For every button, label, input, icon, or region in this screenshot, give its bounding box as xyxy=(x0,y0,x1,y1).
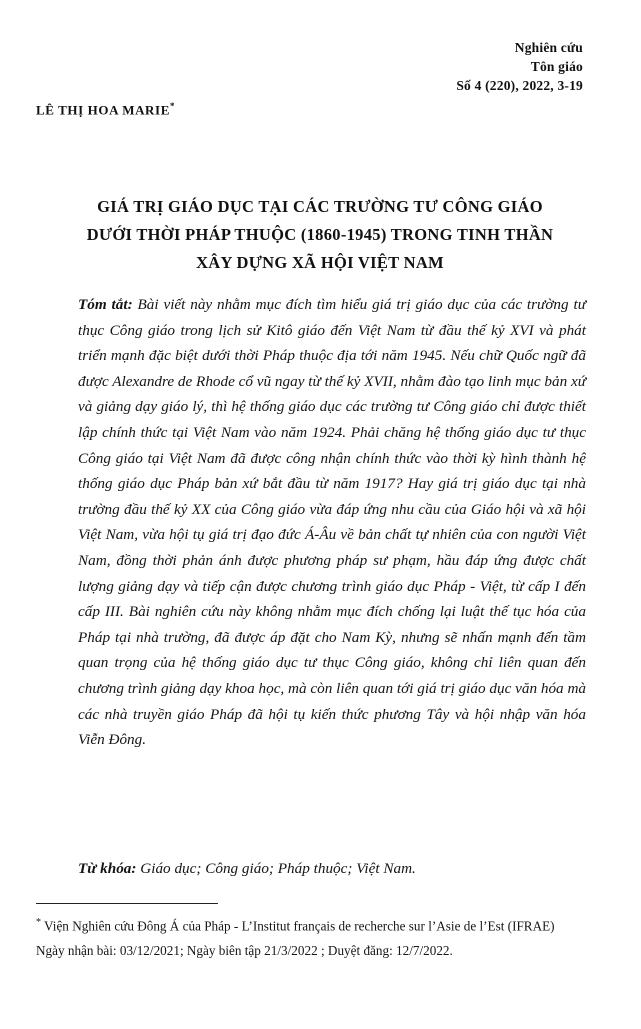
journal-name-line2: Tôn giáo xyxy=(530,59,583,74)
keywords-block xyxy=(78,856,586,881)
title-line-3: XÂY DỰNG XÃ HỘI VIỆT NAM xyxy=(196,253,444,272)
title-line-2: DƯỚI THỜI PHÁP THUỘC (1860-1945) TRONG TINH THẦN xyxy=(86,225,554,244)
footnote-affiliation: Viện Nghiên cứu Đông Á của Pháp - L’Institut français de recherche sur l’Asie de l’Est (IFRAE) xyxy=(41,918,555,934)
author-footnote-marker: * xyxy=(169,101,176,111)
journal-issue-line: Số 4 (220), 2022, 3-19 xyxy=(456,78,583,93)
footnote-block xyxy=(36,912,596,961)
page-title xyxy=(55,193,585,277)
abstract-label: Tóm tắt: xyxy=(78,296,133,313)
footnote-divider xyxy=(36,903,218,904)
author-name xyxy=(36,101,175,118)
footnote-dates: Ngày nhận bài: 03/12/2021; Ngày biên tập 21/3/2022 ; Duyệt đăng: 12/7/2022. xyxy=(36,943,453,959)
title-line-1: GIÁ TRỊ GIÁO DỤC TẠI CÁC TRƯỜNG TƯ CÔNG GIÁO xyxy=(97,197,543,216)
journal-name-line1: Nghiên cứu xyxy=(514,40,583,55)
keywords-label: Từ khóa: xyxy=(78,860,137,877)
footnote-marker: * xyxy=(36,917,41,928)
abstract-block xyxy=(78,292,586,753)
keywords-text: Giáo dục; Công giáo; Pháp thuộc; Việt Nam. xyxy=(136,860,416,877)
abstract-text: Bài viết này nhằm mục đích tìm hiểu giá trị giáo dục của các trường tư thục Công giáo trong lịch sử Kitô giáo đến Việt Nam từ đầu thế kỷ XVI và phát triển mạnh đặc biệt dưới thời Pháp thuộc địa tới năm 1945. Nếu chữ Quốc ngữ đã được Alexandre de Rhode cổ vũ ngay từ thế kỷ XVII, nhằm đào tạo linh mục bản xứ và giảng dạy giáo lý, thì hệ thống giáo dục các trường tư Công giáo chỉ được thiết lập chính thức tại Việt Nam vào năm 1924. Phải chăng hệ thống giáo dục tư thục Công giáo tại Việt Nam đã được công nhận chính thức vào thời kỳ hình thành hệ thống giáo dục Pháp bản xứ bắt đầu từ năm 1917? Hay giá trị giáo dục tại nhà trường đầu thế kỷ XX của Công giáo vừa đáp ứng nhu cầu của Giáo hội và xã hội Việt Nam, vừa hội tụ giá trị đạo đức Á-Âu về bản chất tự nhiên của con người Việt Nam, đồng thời phản ánh được phương pháp sư phạm, hầu đáp ứng được chất lượng giảng dạy và tiếp cận được chương trình giáo dục Pháp - Việt, từ cấp I đến cấp III. Bài nghiên cứu này không nhằm mục đích chống lại luật thế tục hóa của Pháp tại nhà trường, đã được áp đặt cho Nam Kỳ, nhưng sẽ nhấn mạnh đến tầm quan trọng của hệ thống giáo dục tư thục Công giáo, không chỉ liên quan đến chương trình giảng dạy khoa học, mà còn liên quan tới giá trị giáo dục văn hóa mà các nhà truyền giáo Pháp đã hội tụ kiến thức phương Tây và hội nhập văn hóa Viễn Đông. xyxy=(78,296,586,749)
author-name-text: LÊ THỊ HOA MARIE xyxy=(36,102,170,118)
footnote-affiliation-line xyxy=(36,912,596,936)
journal-masthead xyxy=(456,38,583,95)
